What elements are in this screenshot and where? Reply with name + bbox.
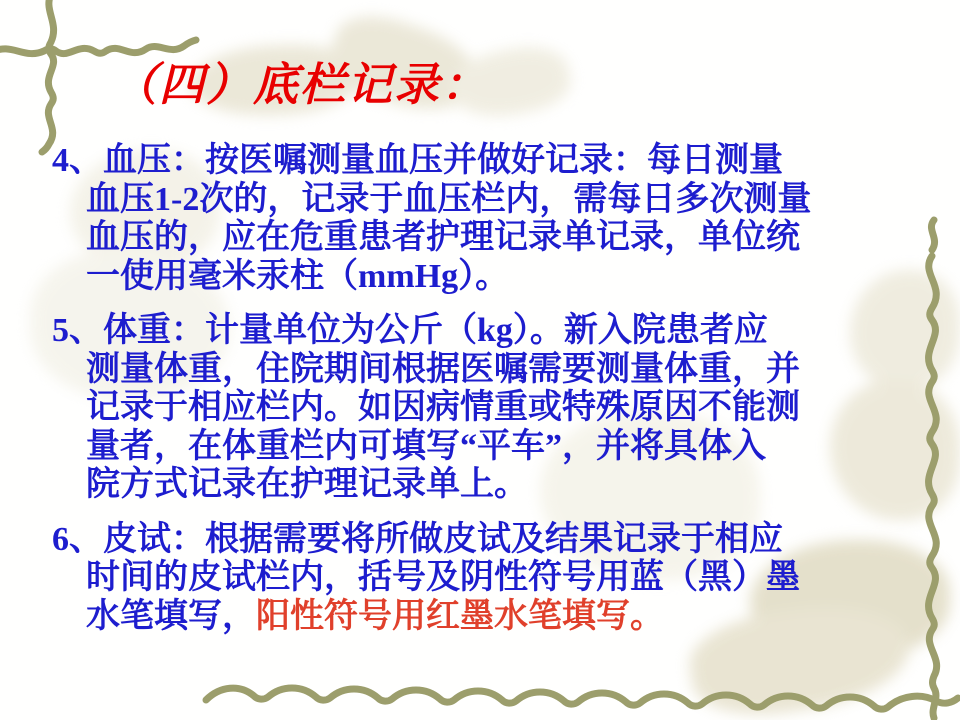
text-line: 量者，在体重栏内可填写“平车”，并将具体入 [86, 427, 766, 465]
text-segment: 水笔填写， [86, 597, 256, 635]
text-line: 院方式记录在护理记录单上。 [86, 466, 528, 503]
slide-body [52, 142, 920, 652]
paragraph-blood-pressure [52, 142, 920, 296]
paragraph-skin-test [52, 521, 920, 637]
text-line [52, 598, 920, 637]
text-line: 测量体重，住院期间根据医嘱需要测量体重，并 [86, 350, 800, 388]
text-line: 一使用毫米汞柱（mmHg）。 [86, 257, 510, 295]
vine-ornament-bottom [200, 676, 960, 720]
text-line: 血压1-2次的，记录于血压栏内，需每日多次测量 [86, 180, 812, 218]
highlighted-text-segment: 阳性符号用红墨水笔填写。 [256, 597, 664, 635]
text-line: 血压的，应在危重患者护理记录单记录，单位统 [86, 219, 800, 256]
text-line: 4、血压：按医嘱测量血压并做好记录：每日测量 [52, 142, 783, 179]
text-line: 时间的皮试栏内，括号及阴性符号用蓝（黑）墨 [86, 559, 800, 596]
slide-title: （四）底栏记录： [112, 60, 489, 110]
paragraph-weight [52, 312, 920, 505]
text-line: 5、体重：计量单位为公斤（kg）。新入院患者应 [52, 312, 768, 349]
text-line: 记录于相应栏内。如因病情重或特殊原因不能测 [86, 389, 800, 426]
text-line: 6、皮试：根据需要将所做皮试及结果记录于相应 [52, 520, 783, 558]
